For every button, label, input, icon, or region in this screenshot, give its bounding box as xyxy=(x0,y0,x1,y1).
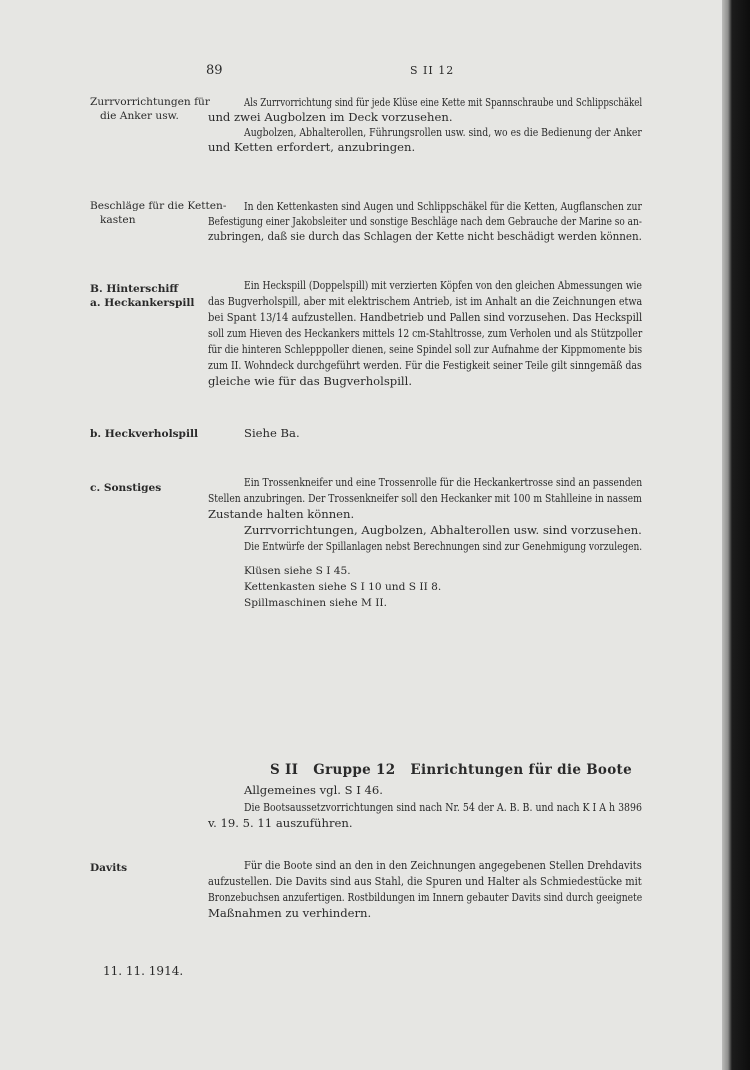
margin-note-chain-locker: Beschläge für die Ketten- xyxy=(90,200,227,212)
cross-reference: Spillmaschinen siehe M II. xyxy=(244,597,387,609)
group-heading-code: S II xyxy=(270,762,299,778)
paragraph-line: Zustande halten können. xyxy=(208,507,355,521)
group-heading xyxy=(270,762,632,779)
paragraph-line: und zwei Augbolzen im Deck vorzusehen. xyxy=(208,110,453,124)
paragraph-line: Siehe Ba. xyxy=(244,426,300,440)
paragraph-line: In den Kettenkasten sind Augen und Schlippschäkel für die Ketten, Augflanschen zur xyxy=(244,199,642,213)
margin-heading-warping-capstan: b. Heckverholspill xyxy=(90,428,199,440)
margin-note-lashings: Zurrvorrichtungen für xyxy=(90,96,210,108)
page-number: 89 xyxy=(206,63,223,78)
paragraph-line: aufzustellen. Die Davits sind aus Stahl, die Spuren und Halter als Schmiedestücke mit xyxy=(208,874,642,888)
margin-heading-stern: B. Hinterschiff xyxy=(90,283,179,295)
paragraph-line: soll zum Hieven des Heckankers mittels 12 cm-Stahltrosse, zum Verholen und als Stützpoller xyxy=(208,326,643,340)
page-edge-shadow xyxy=(722,0,750,1070)
paragraph-line: bei Spant 13/14 aufzustellen. Handbetrieb und Pallen sind vorzusehen. Das Heckspill xyxy=(208,310,643,324)
paragraph-line: Ein Heckspill (Doppelspill) mit verzierten Köpfen von den gleichen Abmessungen wie xyxy=(244,278,642,292)
cross-reference: Kettenkasten siehe S I 10 und S II 8. xyxy=(244,581,442,593)
margin-heading-miscellaneous: c. Sonstiges xyxy=(90,482,162,494)
paragraph-line: Als Zurrvorrichtung sind für jede Klüse eine Kette mit Spannschraube und Schlippschäkel xyxy=(244,95,643,109)
paragraph-line: Bronzebuchsen anzufertigen. Rostbildungen im Innern gebauter Davits sind durch geeignete xyxy=(208,890,643,904)
paragraph-line: Die Bootsaussetzvorrichtungen sind nach Nr. 54 der A. B. B. und nach K I A h 3896 xyxy=(244,800,643,814)
margin-heading-stern-capstan: a. Heckankerspill xyxy=(90,297,195,309)
cross-reference: Klüsen siehe S I 45. xyxy=(244,565,351,577)
paragraph-line: zubringen, daß sie durch das Schlagen der Kette nicht beschädigt werden können. xyxy=(208,229,642,243)
paragraph-line: Zurrvorrichtungen, Augbolzen, Abhalterollen usw. sind vorzusehen. xyxy=(244,523,642,537)
paragraph-line: Befestigung einer Jakobsleiter und sonstige Beschläge nach dem Gebrauche der Marine so an- xyxy=(208,214,642,228)
margin-heading-davits: Davits xyxy=(90,862,128,874)
paragraph-line: Für die Boote sind an den in den Zeichnungen angegebenen Stellen Drehdavits xyxy=(244,858,642,872)
group-heading-number: Gruppe 12 xyxy=(313,762,396,778)
paragraph-line: das Bugverholspill, aber mit elektrischem Antrieb, ist im Anhalt an die Zeichnungen etwa xyxy=(208,294,643,308)
paragraph-line: zum II. Wohndeck durchgeführt werden. Für die Festigkeit seiner Teile gilt sinngemäß das xyxy=(208,358,642,372)
paragraph-line: gleiche wie für das Bugverholspill. xyxy=(208,374,413,388)
paragraph-line: Stellen anzubringen. Der Trossenkneifer soll den Heckanker mit 100 m Stahlleine in nassem xyxy=(208,491,642,505)
paragraph-line: Ein Trossenkneifer und eine Trossenrolle für die Heckankertrosse sind an passenden xyxy=(244,475,643,489)
document-date: 11. 11. 1914. xyxy=(103,964,184,978)
paragraph-line: Die Entwürfe der Spillanlagen nebst Berechnungen sind zur Genehmigung vorzulegen. xyxy=(244,539,643,553)
paragraph-line: für die hinteren Schlepppoller dienen, seine Spindel soll zur Aufnahme der Kippmomente bis xyxy=(208,342,643,356)
paragraph-line: v. 19. 5. 11 auszuführen. xyxy=(208,816,353,830)
section-reference: S II 12 xyxy=(410,64,455,77)
group-heading-title: Einrichtungen für die Boote xyxy=(410,762,632,778)
paragraph-line: und Ketten erfordert, anzubringen. xyxy=(208,140,416,154)
margin-note-chain-locker-cont: kasten xyxy=(100,214,136,226)
paragraph-line: Augbolzen, Abhalterollen, Führungsrollen usw. sind, wo es die Bedienung der Anker xyxy=(244,125,642,139)
paragraph-line: Maßnahmen zu verhindern. xyxy=(208,906,372,920)
general-reference: Allgemeines vgl. S I 46. xyxy=(244,783,383,797)
margin-note-lashings-cont: die Anker usw. xyxy=(100,110,179,122)
